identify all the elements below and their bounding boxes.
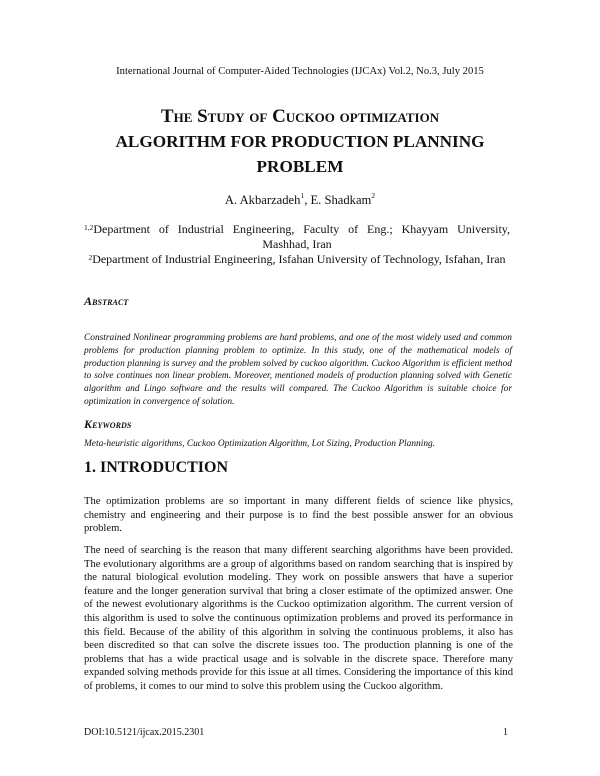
affiliation-mark: 1,2 <box>84 223 94 232</box>
affiliation-text: Department of Industrial Engineering, Isfahan University of Technology, Isfahan, Iran <box>92 252 506 266</box>
affiliation-text: Department of Industrial Engineering, Faculty of Eng.; Khayyam University, Mashhad, Iran <box>93 222 510 251</box>
abstract-heading-text: Abstract <box>84 294 129 308</box>
page-number: 1 <box>503 727 508 738</box>
affiliation-1 <box>84 222 510 252</box>
title-line-2: ALGORITHM FOR PRODUCTION PLANNING <box>115 132 485 151</box>
author-list <box>0 193 600 208</box>
title-line-3: PROBLEM <box>256 157 344 176</box>
keywords-heading-text: Keywords <box>84 417 132 431</box>
intro-paragraph-1: The optimization problems are so important in many different fields of science like physics, chemistry and engineering and their purpose is to find the best possible answer for an obvious problem. <box>84 496 513 535</box>
affiliation-2 <box>84 252 510 267</box>
keywords-body: Meta-heuristic algorithms, Cuckoo Optimization Algorithm, Lot Sizing, Production Planning. <box>84 439 436 449</box>
title-line-1: The Study of Cuckoo optimization <box>160 106 440 127</box>
intro-paragraph-2: The need of searching is the reason that many different searching algorithms have been provided. The evolutionary algorithms are a group of algorithms based on random searching that is inspired by the natural biological evolution modeling. They work on possible answers that have a superior feature and the longer generation survival that bring a closer estimate of the optimized answer. One of the newest evolutionary algorithms is the Cuckoo optimization algorithm. The current version of this algorithm is used to solve the continuous optimization problems and proved its performance in this field. Because of the ability of this algorithm in solving the continuous problems, it also has been discredited so that can solve the discrete issues too. The production planning is one of the problems that has a wide practical usage and is solvable in the discrete space. Therefore many expanded solving methods provide for this issue at all times. Considering the importance of this kind of problems, it comes to our mind to solve this problem using the Cuckoo algorithm. <box>84 545 513 692</box>
author-name: A. Akbarzadeh <box>224 193 301 207</box>
author-affil-mark: 2 <box>371 191 376 200</box>
abstract-body: Constrained Nonlinear programming problems are hard problems, and one of the most widely used and common problems for production planning problem to optimize. In this study, one of the mathematical models of production planning is survey and the problem solved by cuckoo algorithm. Cuckoo Algorithm is efficient method to solve continues non linear problem. Moreover, mentioned models of production planning solved with Genetic algorithm and Lingo software and the results will compared. The Cuckoo Algorithm is suitable choice for optimization in convergence of solution. <box>84 333 512 407</box>
paper-title <box>60 104 540 179</box>
author-affil-mark: 1 <box>300 191 305 200</box>
introduction-heading: 1. INTRODUCTION <box>84 459 229 476</box>
abstract-heading <box>84 294 128 309</box>
author-name: E. Shadkam <box>310 193 372 207</box>
author-separator: , <box>304 193 311 207</box>
doi-footer: DOI:10.5121/ijcax.2015.2301 <box>84 727 205 738</box>
affiliation-mark: 2 <box>88 253 93 262</box>
journal-header: International Journal of Computer-Aided Technologies (IJCAx) Vol.2, No.3, July 2015 <box>116 66 484 77</box>
keywords-heading <box>84 417 131 432</box>
